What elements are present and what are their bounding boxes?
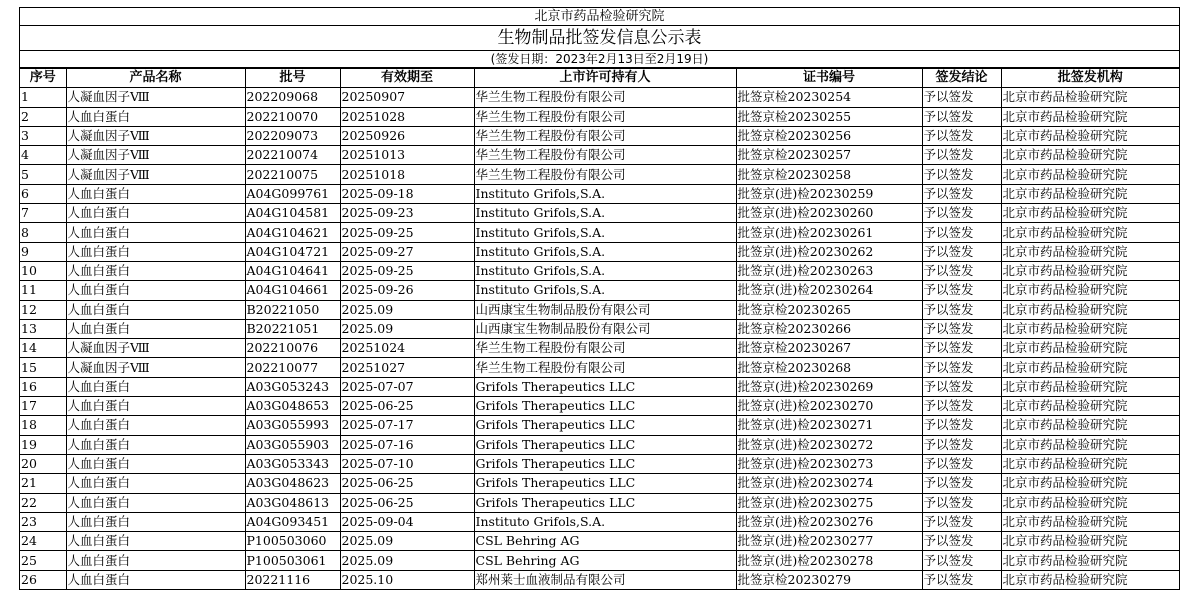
product-name-cell: 人凝血因子Ⅷ: [66, 126, 245, 145]
col-header: 签发结论: [922, 69, 1001, 88]
product-name-cell: 人血白蛋白: [66, 300, 245, 319]
batch-number-cell: A04G104661: [245, 281, 340, 300]
table-row: [20, 223, 1179, 242]
product-name-cell: 人血白蛋白: [66, 532, 245, 551]
row-index-cell: 26: [20, 570, 66, 589]
product-name-cell: 人血白蛋白: [66, 474, 245, 493]
row-index-cell: 1: [20, 88, 66, 107]
row-index-cell: 11: [20, 281, 66, 300]
certificate-number-cell: 批签京(进)检20230271: [736, 416, 922, 435]
expiry-date-cell: 20251024: [340, 339, 474, 358]
table-row: [20, 512, 1179, 531]
col-header: 产品名称: [66, 69, 245, 88]
expiry-date-cell: 2025-06-25: [340, 397, 474, 416]
release-conclusion-cell: 予以签发: [922, 416, 1001, 435]
certificate-number-cell: 批签京(进)检20230261: [736, 223, 922, 242]
license-holder-cell: 山西康宝生物制品股份有限公司: [474, 300, 736, 319]
license-holder-cell: 华兰生物工程股份有限公司: [474, 339, 736, 358]
product-name-cell: 人血白蛋白: [66, 435, 245, 454]
license-holder-cell: Grifols Therapeutics LLC: [474, 397, 736, 416]
row-index-cell: 25: [20, 551, 66, 570]
row-index-cell: 20: [20, 454, 66, 473]
release-agency-cell: 北京市药品检验研究院: [1001, 532, 1179, 551]
certificate-number-cell: 批签京(进)检20230276: [736, 512, 922, 531]
release-agency-cell: 北京市药品检验研究院: [1001, 416, 1179, 435]
row-index-cell: 15: [20, 358, 66, 377]
release-conclusion-cell: 予以签发: [922, 397, 1001, 416]
release-agency-cell: 北京市药品检验研究院: [1001, 474, 1179, 493]
release-agency-cell: 北京市药品检验研究院: [1001, 184, 1179, 203]
product-name-cell: 人血白蛋白: [66, 397, 245, 416]
expiry-date-cell: 2025.10: [340, 570, 474, 589]
batch-number-cell: A03G053343: [245, 454, 340, 473]
batch-number-cell: A03G055903: [245, 435, 340, 454]
expiry-date-cell: 2025-07-07: [340, 377, 474, 396]
row-index-cell: 16: [20, 377, 66, 396]
license-holder-cell: 华兰生物工程股份有限公司: [474, 358, 736, 377]
batch-number-cell: 202210077: [245, 358, 340, 377]
table-row: [20, 300, 1179, 319]
release-conclusion-cell: 予以签发: [922, 184, 1001, 203]
release-agency-cell: 北京市药品检验研究院: [1001, 261, 1179, 280]
release-agency-cell: 北京市药品检验研究院: [1001, 88, 1179, 107]
release-agency-cell: 北京市药品检验研究院: [1001, 512, 1179, 531]
expiry-date-cell: 20250926: [340, 126, 474, 145]
expiry-date-cell: 2025-07-10: [340, 454, 474, 473]
expiry-date-cell: 20251027: [340, 358, 474, 377]
row-index-cell: 19: [20, 435, 66, 454]
certificate-number-cell: 批签京(进)检20230260: [736, 204, 922, 223]
certificate-number-cell: 批签京(进)检20230270: [736, 397, 922, 416]
col-header: 批签发机构: [1001, 69, 1179, 88]
license-holder-cell: CSL Behring AG: [474, 551, 736, 570]
license-holder-cell: CSL Behring AG: [474, 532, 736, 551]
license-holder-cell: 华兰生物工程股份有限公司: [474, 88, 736, 107]
org-title: 北京市药品检验研究院: [20, 8, 1179, 26]
expiry-date-cell: 20250907: [340, 88, 474, 107]
release-conclusion-cell: 予以签发: [922, 512, 1001, 531]
license-holder-cell: 山西康宝生物制品股份有限公司: [474, 319, 736, 338]
certificate-number-cell: 批签京(进)检20230274: [736, 474, 922, 493]
product-name-cell: 人血白蛋白: [66, 204, 245, 223]
release-conclusion-cell: 予以签发: [922, 493, 1001, 512]
batch-number-cell: A04G104581: [245, 204, 340, 223]
release-conclusion-cell: 予以签发: [922, 435, 1001, 454]
col-header: 上市许可持有人: [474, 69, 736, 88]
product-name-cell: 人血白蛋白: [66, 184, 245, 203]
release-agency-cell: 北京市药品检验研究院: [1001, 204, 1179, 223]
license-holder-cell: Grifols Therapeutics LLC: [474, 377, 736, 396]
table-row: [20, 358, 1179, 377]
certificate-number-cell: 批签京(进)检20230269: [736, 377, 922, 396]
certificate-number-cell: 批签京检20230254: [736, 88, 922, 107]
batch-number-cell: 202210070: [245, 107, 340, 126]
product-name-cell: 人凝血因子Ⅷ: [66, 358, 245, 377]
batch-number-cell: A04G104721: [245, 242, 340, 261]
license-holder-cell: Instituto Grifols,S.A.: [474, 223, 736, 242]
release-conclusion-cell: 予以签发: [922, 281, 1001, 300]
table-row: [20, 107, 1179, 126]
release-table: [20, 68, 1179, 589]
expiry-date-cell: 2025-09-04: [340, 512, 474, 531]
release-conclusion-cell: 予以签发: [922, 146, 1001, 165]
product-name-cell: 人血白蛋白: [66, 512, 245, 531]
certificate-number-cell: 批签京检20230266: [736, 319, 922, 338]
row-index-cell: 7: [20, 204, 66, 223]
row-index-cell: 17: [20, 397, 66, 416]
release-agency-cell: 北京市药品检验研究院: [1001, 107, 1179, 126]
product-name-cell: 人血白蛋白: [66, 223, 245, 242]
license-holder-cell: Grifols Therapeutics LLC: [474, 435, 736, 454]
product-name-cell: 人血白蛋白: [66, 551, 245, 570]
table-row: [20, 377, 1179, 396]
release-agency-cell: 北京市药品检验研究院: [1001, 377, 1179, 396]
release-agency-cell: 北京市药品检验研究院: [1001, 126, 1179, 145]
expiry-date-cell: 2025-07-16: [340, 435, 474, 454]
license-holder-cell: Instituto Grifols,S.A.: [474, 261, 736, 280]
release-conclusion-cell: 予以签发: [922, 88, 1001, 107]
certificate-number-cell: 批签京检20230265: [736, 300, 922, 319]
release-conclusion-cell: 予以签发: [922, 107, 1001, 126]
certificate-number-cell: 批签京(进)检20230264: [736, 281, 922, 300]
expiry-date-cell: 2025.09: [340, 300, 474, 319]
release-conclusion-cell: 予以签发: [922, 165, 1001, 184]
row-index-cell: 10: [20, 261, 66, 280]
expiry-date-cell: 2025-09-27: [340, 242, 474, 261]
batch-number-cell: B20221050: [245, 300, 340, 319]
row-index-cell: 3: [20, 126, 66, 145]
row-index-cell: 18: [20, 416, 66, 435]
expiry-date-cell: 2025.09: [340, 532, 474, 551]
batch-number-cell: 202210074: [245, 146, 340, 165]
release-agency-cell: 北京市药品检验研究院: [1001, 358, 1179, 377]
batch-number-cell: P100503060: [245, 532, 340, 551]
batch-number-cell: P100503061: [245, 551, 340, 570]
batch-number-cell: A04G104641: [245, 261, 340, 280]
batch-release-sheet: [19, 7, 1180, 590]
license-holder-cell: Grifols Therapeutics LLC: [474, 416, 736, 435]
batch-number-cell: B20221051: [245, 319, 340, 338]
row-index-cell: 4: [20, 146, 66, 165]
table-row: [20, 570, 1179, 589]
release-conclusion-cell: 予以签发: [922, 126, 1001, 145]
certificate-number-cell: 批签京(进)检20230262: [736, 242, 922, 261]
table-row: [20, 474, 1179, 493]
license-holder-cell: 华兰生物工程股份有限公司: [474, 165, 736, 184]
license-holder-cell: 华兰生物工程股份有限公司: [474, 126, 736, 145]
product-name-cell: 人凝血因子Ⅷ: [66, 88, 245, 107]
row-index-cell: 5: [20, 165, 66, 184]
table-row: [20, 416, 1179, 435]
table-row: [20, 146, 1179, 165]
table-row: [20, 165, 1179, 184]
batch-number-cell: 202210076: [245, 339, 340, 358]
license-holder-cell: Grifols Therapeutics LLC: [474, 493, 736, 512]
release-agency-cell: 北京市药品检验研究院: [1001, 570, 1179, 589]
batch-number-cell: A03G055993: [245, 416, 340, 435]
expiry-date-cell: 2025-09-23: [340, 204, 474, 223]
certificate-number-cell: 批签京(进)检20230278: [736, 551, 922, 570]
expiry-date-cell: 2025.09: [340, 319, 474, 338]
expiry-date-cell: 2025-09-18: [340, 184, 474, 203]
batch-number-cell: 202209068: [245, 88, 340, 107]
certificate-number-cell: 批签京检20230257: [736, 146, 922, 165]
release-conclusion-cell: 予以签发: [922, 551, 1001, 570]
table-row: [20, 242, 1179, 261]
table-header-row: [20, 69, 1179, 88]
product-name-cell: 人血白蛋白: [66, 570, 245, 589]
expiry-date-cell: 20251013: [340, 146, 474, 165]
table-row: [20, 261, 1179, 280]
license-holder-cell: Instituto Grifols,S.A.: [474, 512, 736, 531]
release-conclusion-cell: 予以签发: [922, 261, 1001, 280]
release-agency-cell: 北京市药品检验研究院: [1001, 397, 1179, 416]
table-row: [20, 454, 1179, 473]
batch-number-cell: 202209073: [245, 126, 340, 145]
table-row: [20, 551, 1179, 570]
expiry-date-cell: 2025-07-17: [340, 416, 474, 435]
certificate-number-cell: 批签京(进)检20230275: [736, 493, 922, 512]
license-holder-cell: Grifols Therapeutics LLC: [474, 474, 736, 493]
row-index-cell: 14: [20, 339, 66, 358]
certificate-number-cell: 批签京(进)检20230259: [736, 184, 922, 203]
table-row: [20, 281, 1179, 300]
expiry-date-cell: 2025.09: [340, 551, 474, 570]
certificate-number-cell: 批签京检20230255: [736, 107, 922, 126]
release-agency-cell: 北京市药品检验研究院: [1001, 281, 1179, 300]
product-name-cell: 人凝血因子Ⅷ: [66, 146, 245, 165]
col-header: 证书编号: [736, 69, 922, 88]
license-holder-cell: 华兰生物工程股份有限公司: [474, 146, 736, 165]
table-row: [20, 397, 1179, 416]
expiry-date-cell: 2025-06-25: [340, 474, 474, 493]
release-agency-cell: 北京市药品检验研究院: [1001, 551, 1179, 570]
table-row: [20, 88, 1179, 107]
expiry-date-cell: 2025-09-26: [340, 281, 474, 300]
product-name-cell: 人血白蛋白: [66, 319, 245, 338]
row-index-cell: 22: [20, 493, 66, 512]
product-name-cell: 人血白蛋白: [66, 107, 245, 126]
license-holder-cell: Instituto Grifols,S.A.: [474, 184, 736, 203]
col-header: 序号: [20, 69, 66, 88]
certificate-number-cell: 批签京检20230258: [736, 165, 922, 184]
batch-number-cell: 202210075: [245, 165, 340, 184]
batch-number-cell: 20221116: [245, 570, 340, 589]
expiry-date-cell: 2025-09-25: [340, 223, 474, 242]
table-row: [20, 532, 1179, 551]
row-index-cell: 2: [20, 107, 66, 126]
batch-number-cell: A04G093451: [245, 512, 340, 531]
certificate-number-cell: 批签京检20230268: [736, 358, 922, 377]
release-conclusion-cell: 予以签发: [922, 570, 1001, 589]
release-agency-cell: 北京市药品检验研究院: [1001, 493, 1179, 512]
date-range: (签发日期：2023年2月13日至2月19日): [20, 51, 1179, 68]
product-name-cell: 人血白蛋白: [66, 416, 245, 435]
release-conclusion-cell: 予以签发: [922, 223, 1001, 242]
batch-number-cell: A03G053243: [245, 377, 340, 396]
row-index-cell: 9: [20, 242, 66, 261]
license-holder-cell: Grifols Therapeutics LLC: [474, 454, 736, 473]
license-holder-cell: 郑州莱士血液制品有限公司: [474, 570, 736, 589]
product-name-cell: 人凝血因子Ⅷ: [66, 165, 245, 184]
release-conclusion-cell: 予以签发: [922, 319, 1001, 338]
release-agency-cell: 北京市药品检验研究院: [1001, 223, 1179, 242]
product-name-cell: 人血白蛋白: [66, 261, 245, 280]
table-row: [20, 319, 1179, 338]
product-name-cell: 人凝血因子Ⅷ: [66, 339, 245, 358]
release-conclusion-cell: 予以签发: [922, 474, 1001, 493]
release-agency-cell: 北京市药品检验研究院: [1001, 242, 1179, 261]
certificate-number-cell: 批签京(进)检20230272: [736, 435, 922, 454]
product-name-cell: 人血白蛋白: [66, 493, 245, 512]
col-header: 批号: [245, 69, 340, 88]
certificate-number-cell: 批签京(进)检20230263: [736, 261, 922, 280]
release-conclusion-cell: 予以签发: [922, 454, 1001, 473]
row-index-cell: 24: [20, 532, 66, 551]
release-agency-cell: 北京市药品检验研究院: [1001, 454, 1179, 473]
row-index-cell: 6: [20, 184, 66, 203]
certificate-number-cell: 批签京检20230256: [736, 126, 922, 145]
table-row: [20, 339, 1179, 358]
expiry-date-cell: 2025-06-25: [340, 493, 474, 512]
row-index-cell: 21: [20, 474, 66, 493]
release-conclusion-cell: 予以签发: [922, 358, 1001, 377]
certificate-number-cell: 批签京检20230279: [736, 570, 922, 589]
batch-number-cell: A04G104621: [245, 223, 340, 242]
release-agency-cell: 北京市药品检验研究院: [1001, 146, 1179, 165]
row-index-cell: 8: [20, 223, 66, 242]
release-conclusion-cell: 予以签发: [922, 242, 1001, 261]
batch-number-cell: A03G048653: [245, 397, 340, 416]
release-conclusion-cell: 予以签发: [922, 377, 1001, 396]
license-holder-cell: Instituto Grifols,S.A.: [474, 281, 736, 300]
table-row: [20, 493, 1179, 512]
table-row: [20, 126, 1179, 145]
release-conclusion-cell: 予以签发: [922, 532, 1001, 551]
col-header: 有效期至: [340, 69, 474, 88]
certificate-number-cell: 批签京(进)检20230277: [736, 532, 922, 551]
release-conclusion-cell: 予以签发: [922, 300, 1001, 319]
release-agency-cell: 北京市药品检验研究院: [1001, 339, 1179, 358]
table-row: [20, 435, 1179, 454]
batch-number-cell: A03G048613: [245, 493, 340, 512]
page-title: 生物制品批签发信息公示表: [20, 26, 1179, 51]
certificate-number-cell: 批签京(进)检20230273: [736, 454, 922, 473]
table-body: [20, 88, 1179, 589]
release-agency-cell: 北京市药品检验研究院: [1001, 319, 1179, 338]
batch-number-cell: A04G099761: [245, 184, 340, 203]
certificate-number-cell: 批签京检20230267: [736, 339, 922, 358]
release-agency-cell: 北京市药品检验研究院: [1001, 300, 1179, 319]
product-name-cell: 人血白蛋白: [66, 242, 245, 261]
release-agency-cell: 北京市药品检验研究院: [1001, 435, 1179, 454]
batch-number-cell: A03G048623: [245, 474, 340, 493]
table-row: [20, 184, 1179, 203]
product-name-cell: 人血白蛋白: [66, 377, 245, 396]
expiry-date-cell: 20251018: [340, 165, 474, 184]
release-conclusion-cell: 予以签发: [922, 204, 1001, 223]
product-name-cell: 人血白蛋白: [66, 454, 245, 473]
row-index-cell: 23: [20, 512, 66, 531]
row-index-cell: 12: [20, 300, 66, 319]
row-index-cell: 13: [20, 319, 66, 338]
release-agency-cell: 北京市药品检验研究院: [1001, 165, 1179, 184]
expiry-date-cell: 20251028: [340, 107, 474, 126]
license-holder-cell: Instituto Grifols,S.A.: [474, 204, 736, 223]
table-row: [20, 204, 1179, 223]
license-holder-cell: 华兰生物工程股份有限公司: [474, 107, 736, 126]
product-name-cell: 人血白蛋白: [66, 281, 245, 300]
expiry-date-cell: 2025-09-25: [340, 261, 474, 280]
license-holder-cell: Instituto Grifols,S.A.: [474, 242, 736, 261]
release-conclusion-cell: 予以签发: [922, 339, 1001, 358]
